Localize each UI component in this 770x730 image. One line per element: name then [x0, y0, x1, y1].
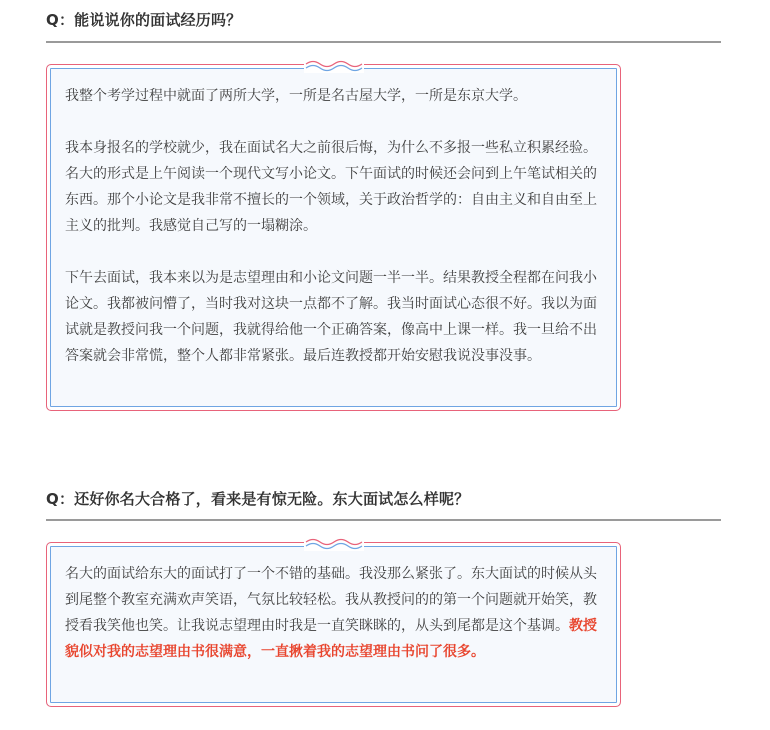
answer-paragraph: 下午去面试，我本来以为是志望理由和小论文问题一半一半。结果教授全程都在问我小论文。我都被问懵了，当时我对这块一点都不了解。我当时面试心态很不好。我以为面试就是教授问我一个问题，我就得给他一个正确答案，像高中上课一样。我一旦给不出答案就会非常慌，整个人都非常紧张。最后连教授都开始安慰我说没事没事。	[65, 270, 597, 364]
question-heading-1: Q：能说说你的面试经历吗？	[46, 11, 242, 29]
answer-paragraph: 我整个考学过程中就面了两所大学，一所是名古屋大学，一所是东京大学。	[65, 88, 527, 104]
answer-text: 名大的面试给东大的面试打了一个不错的基础。我没那么紧张了。东大面试的时候从头到尾整个教室充满欢声笑语，气氛比较轻松。我从教授问的的第一个问题就开始笑，教授看我笑他也笑。让我说志望理由时我是一直笑眯眯的，从头到尾都是这个基调。	[65, 566, 597, 634]
answer-card-1	[46, 64, 621, 411]
wave-ornament-icon	[304, 537, 364, 551]
answer-card-2	[46, 542, 621, 707]
question-heading-2: Q：还好你名大合格了，看来是有惊无险。东大面试怎么样呢？	[46, 490, 470, 508]
highlighted-answer-text: 教授貌似对我的志望理由书很满意，一直揪着我的志望理由书问了很多。	[65, 618, 597, 660]
section-divider-2	[46, 519, 721, 521]
answer-paragraph: 我本身报名的学校就少，我在面试名大之前很后悔，为什么不多报一些私立积累经验。名大的形式是上午阅读一个现代文写小论文。下午面试的时候还会问到上午笔试相关的东西。那个小论文是我非常不擅长的一个领域，关于政治哲学的：自由主义和自由至上主义的批判。我感觉自己写的一塌糊涂。	[65, 140, 597, 234]
section-divider-1	[46, 41, 721, 43]
answer-paragraph	[65, 561, 606, 665]
wave-ornament-icon	[304, 59, 364, 73]
